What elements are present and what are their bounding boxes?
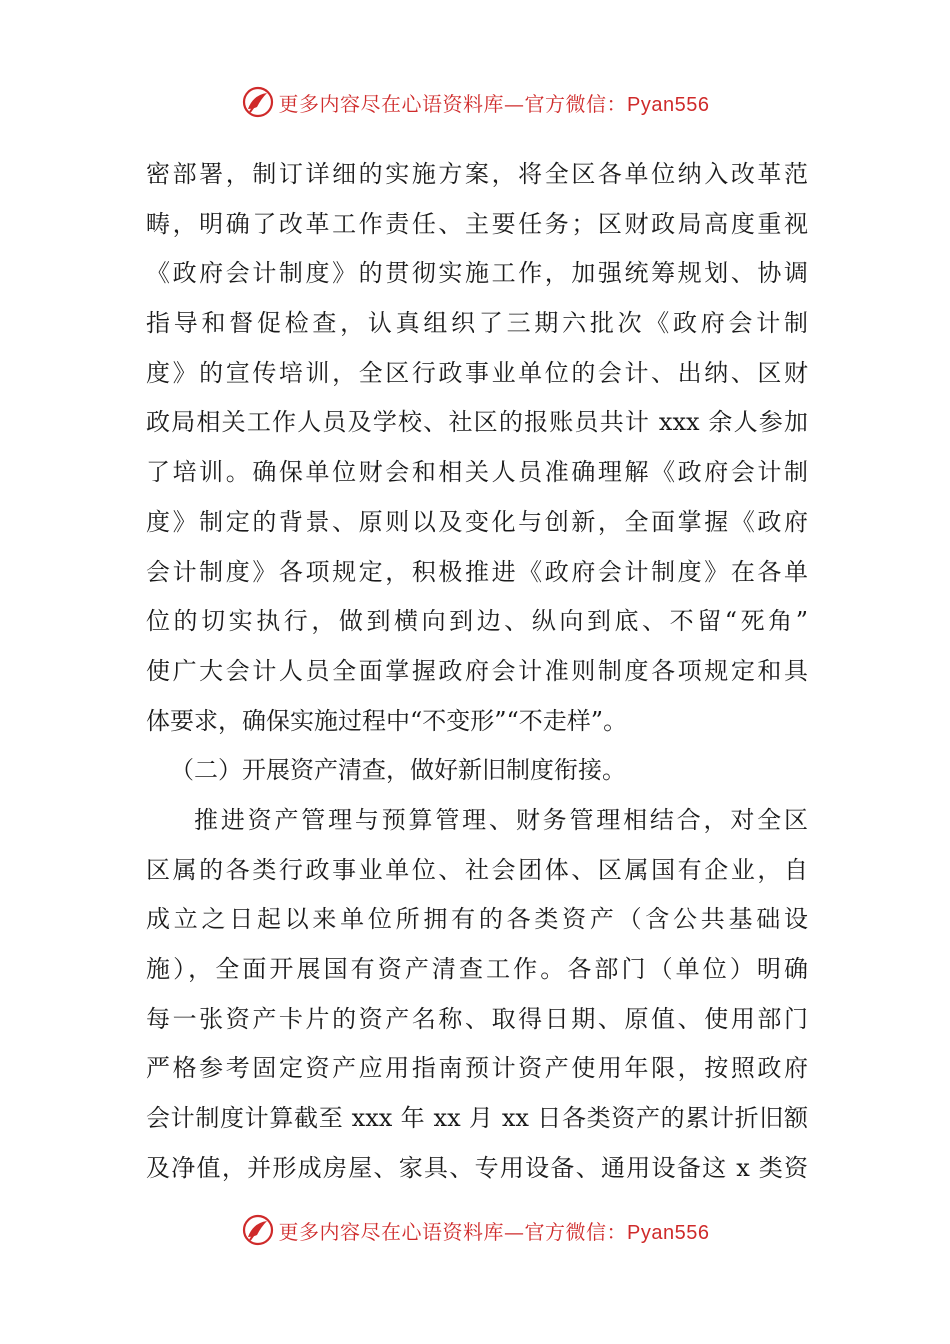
watermark-banner-top — [0, 82, 950, 122]
text-line: 体要求，确保实施过程中“不变形”“不走样”。 — [146, 706, 628, 735]
text-line: 《政府会计制度》的贯彻实施工作，加强统筹规划、协调 — [146, 259, 808, 288]
text-line: 度》制定的背景、原则以及变化与创新，全面掌握《政府 — [146, 507, 808, 536]
watermark-text: 更多内容尽在心语资料库—官方微信：Pyan556 — [278, 1219, 710, 1244]
section-heading — [146, 746, 808, 796]
text-line: 了培训。确保单位财会和相关人员准确理解《政府会计制 — [146, 458, 808, 487]
text-line: 会计制度》各项规定，积极推进《政府会计制度》在各单 — [146, 557, 808, 586]
text-line: 位的切实执行，做到横向到边、纵向到底、不留“死角” — [146, 607, 808, 636]
text-line: 政局相关工作人员及学校、社区的报账员共计 xxx 余人参加 — [146, 408, 808, 437]
text-line: 及净值，并形成房屋、家具、专用设备、通用设备这 x 类资 — [146, 1153, 808, 1182]
text-line: 区属的各类行政事业单位、社会团体、区属国有企业，自 — [146, 855, 808, 884]
paragraph-continuation — [146, 150, 808, 746]
section-heading-text: （二）开展资产清查，做好新旧制度衔接。 — [170, 756, 626, 785]
watermark-text: 更多内容尽在心语资料库—官方微信：Pyan556 — [278, 91, 710, 116]
text-line: 密部署，制订详细的实施方案，将全区各单位纳入改革范 — [146, 160, 808, 188]
paragraph-asset-inventory — [146, 796, 808, 1194]
text-line: 度》的宣传培训，全区行政事业单位的会计、出纳、区财 — [146, 358, 808, 387]
text-line: 成立之日起以来单位所拥有的各类资产（含公共基础设 — [146, 905, 808, 934]
text-line: 指导和督促检查，认真组织了三期六批次《政府会计制 — [146, 309, 808, 338]
document-body — [146, 150, 808, 1193]
pen-logo-icon — [241, 1213, 275, 1247]
watermark-banner-bottom — [0, 1210, 950, 1250]
text-line: 严格参考固定资产应用指南预计资产使用年限，按照政府 — [146, 1054, 808, 1083]
text-line: 推进资产管理与预算管理、财务管理相结合，对全区 — [194, 805, 808, 834]
text-line: 畴，明确了改革工作责任、主要任务；区财政局高度重视 — [146, 209, 808, 238]
text-line: 使广大会计人员全面掌握政府会计准则制度各项规定和具 — [146, 656, 808, 685]
pen-logo-icon — [241, 85, 275, 119]
text-line: 会计制度计算截至 xxx 年 xx 月 xx 日各类资产的累计折旧额 — [146, 1104, 808, 1133]
text-line: 每一张资产卡片的资产名称、取得日期、原值、使用部门 — [146, 1004, 808, 1033]
text-line: 施），全面开展国有资产清查工作。各部门（单位）明确 — [146, 955, 808, 983]
